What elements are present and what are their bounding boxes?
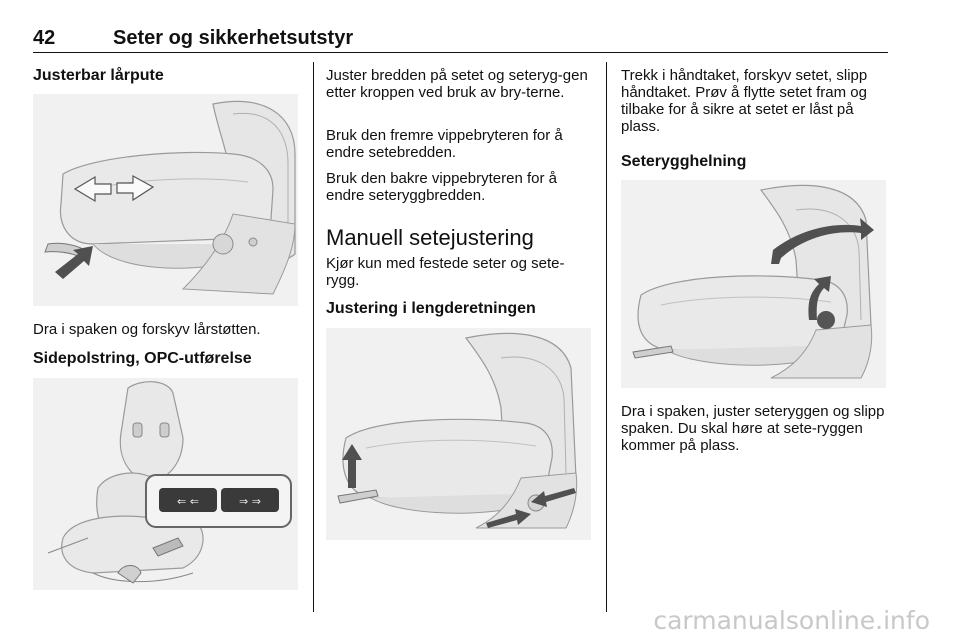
caption-thigh-cushion: Dra i spaken og forskyv lårstøtten. — [33, 321, 261, 338]
page-number: 42 — [33, 27, 56, 49]
chapter-title: Seter og sikkerhetsutstyr — [113, 27, 354, 49]
column-divider-2 — [606, 62, 607, 612]
figure-side-bolster — [33, 378, 298, 590]
paragraph-width-adjust: Juster bredden på setet og seteryg-gen etter kroppen ved bruk av bry-terne. — [326, 67, 588, 101]
figure-longitudinal — [326, 328, 591, 540]
seat-cushion-illustration — [33, 94, 298, 306]
switch-rear-icon: ⇒ ⇒ — [239, 495, 261, 508]
heading-adjustable-thigh-cushion: Justerbar lårpute — [33, 67, 164, 84]
paragraph-rear-switch: Bruk den bakre vippebryteren for å endre seteryggbredden. — [326, 170, 557, 204]
figure-thigh-cushion — [33, 94, 298, 306]
seat-recline-illustration — [621, 180, 886, 388]
figure-backrest-recline — [621, 180, 886, 388]
column-divider-1 — [313, 62, 314, 612]
heading-longitudinal-adjustment: Justering i lengderetningen — [326, 300, 536, 317]
heading-manual-seat-adjustment: Manuell setejustering — [326, 225, 534, 250]
header-divider — [33, 52, 888, 53]
paragraph-front-switch: Bruk den fremre vippebryteren for å endre setebredden. — [326, 127, 563, 161]
paragraph-drive-locked: Kjør kun med festede seter og sete-rygg. — [326, 255, 565, 289]
heading-side-bolster-opc: Sidepolstring, OPC-utførelse — [33, 350, 252, 367]
switch-front-icon: ⇐ ⇐ — [177, 495, 199, 508]
sport-seat-illustration — [33, 378, 298, 590]
watermark: carmanualsonline.info — [653, 606, 930, 635]
paragraph-lever-instructions: Trekk i håndtaket, forskyv setet, slipp håndtaket. Prøv å flytte setet fram og tilbake for å sikre at setet er låst på plass. — [621, 67, 868, 135]
caption-backrest-recline: Dra i spaken, juster seteryggen og slipp spaken. Du skal høre at sete-ryggen kommer på plass. — [621, 403, 885, 454]
seat-slide-illustration — [326, 328, 591, 540]
heading-backrest-recline: Seterygghelning — [621, 153, 747, 170]
